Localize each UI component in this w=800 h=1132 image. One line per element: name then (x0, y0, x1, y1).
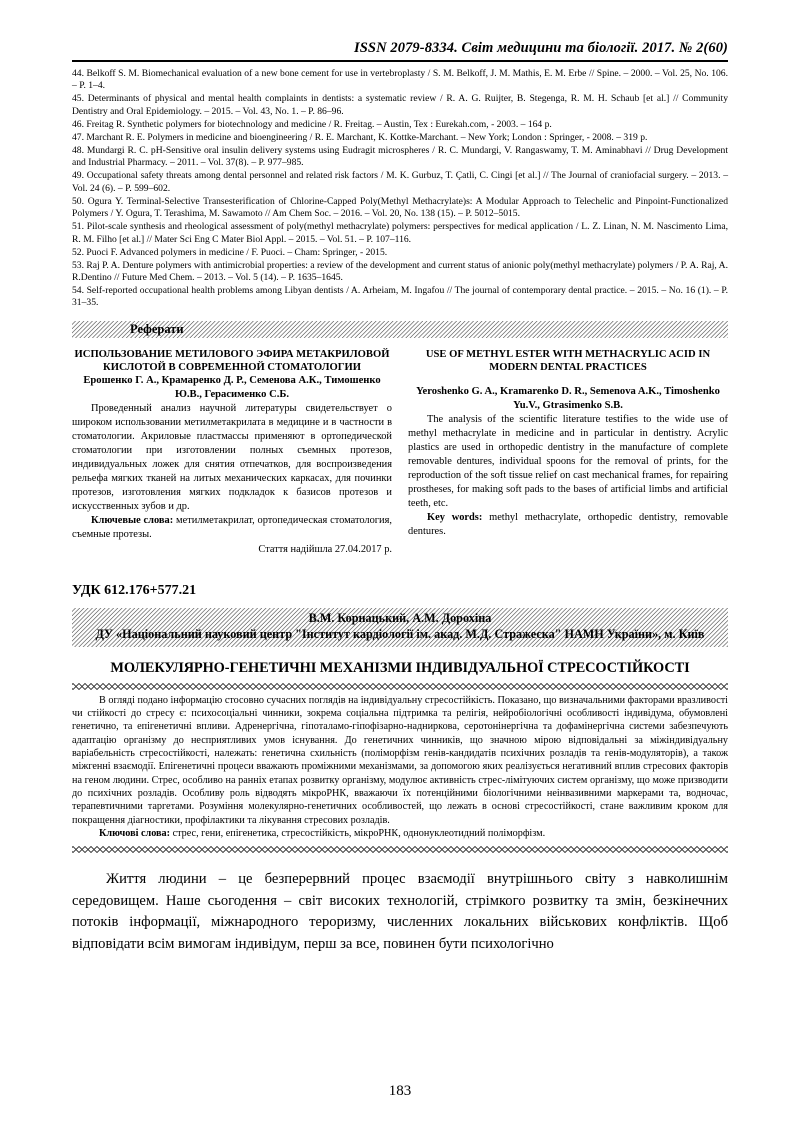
reference-item: 54. Self-reported occupational health problems among Libyan dentists / A. Arheiam, M. Ingafou // The journal of contemporary dental practice. – 2015. – No. 16 (1). – P. 31–35. (72, 284, 728, 309)
abstract-en-body-text: The analysis of the scientific literature testifies to the wide use of methyl methacrylate in medicine and in particular in dentistry. Acrylic plastics are used in orthopedic dentistry in the manufacture of complete removable dentures, individual spoons for the removal of prints, for the reproduction of the soft tissue relief on cast mechanical frames, for repairing prostheses, for making soft pads to the bases of artificial limbs and artificial teeth, etc. (408, 414, 728, 510)
abstract-en-title: USE OF METHYL ESTER WITH METHACRYLIC ACID IN MODERN DENTAL PRACTICES (425, 348, 711, 374)
abstracts-columns (72, 348, 728, 557)
reference-item: 52. Puoci F. Advanced polymers in medicine / F. Puoci. – Cham: Springer, - 2015. (72, 246, 388, 258)
abstract-ru-keywords-label: Ключевые слова: (91, 514, 174, 526)
reference-item: 49. Occupational safety threats among dental personnel and related risk factors / M. K. Gurbuz, T. Çatli, C. Cingi [et al.] // The Journal of craniofacial surgery. – 2013. – Vol. 24 (6). – P. 599–602. (72, 170, 728, 194)
abstract-ru-title: ИСПОЛЬЗОВАНИЕ МЕТИЛОВОГО ЭФИРА МЕТАКРИЛОВОЙ КИСЛОТОЙ В СОВРЕМЕННОЙ СТОМАТОЛОГИИ (74, 348, 390, 374)
abstract-ru-body-text: Проведенный анализ научной литературы свидетельствует о широком использовании метилметакрилата в медицине и в частности в стоматологии. Акриловые пластмассы применяют в ортопедической стоматологии при изготовлении полных съемных протезов, индивидуальных ложек для снятия отпечатков, для воспроизведения рельефа мягких тканей на литых механических каркасах, для починки протезов, изготовления мягких подкладок к базисов протезов и искусственных зубов и др. (72, 403, 392, 513)
reference-item: 44. Belkoff S. M. Biomechanical evaluation of a new bone cement for use in vertebroplasty / S. M. Belkoff, J. M. Mathis, E. M. Erbe // Spine. – 2000. – Vol. 25, No. 106. – P. 1–4. (72, 68, 728, 92)
article-keywords-label: Ключові слова: (99, 828, 171, 840)
reference-item: 53. Raj P. A. Denture polymers with antimicrobial properties: a review of the development and current status of anionic poly(methyl methacrylate) polymers / P. A. Raj, A. R.Dentino // Future Med Chem. – 2013. – Vol. 5 (14). – P. 1635–1645. (72, 259, 728, 283)
page-content (72, 40, 728, 955)
abstracts-section-banner-label: Реферати (130, 321, 184, 336)
abstract-ru-keywords (72, 514, 392, 542)
reference-item: 51. Pilot-scale synthesis and rheological assessment of poly(methyl methacrylate) polymers: perspectives for medical application / L. Z. Linan, N. M. Nascimento Lima, R. M. Filho [et al.] // Mater Sci Eng C Mater Biol Appl. – 2015. – Vol. 51. – P. 107–116. (72, 221, 728, 245)
article-author-banner (72, 608, 728, 647)
article-authors: В.М. Корнацький, А.М. Дорохіна (308, 610, 492, 625)
abstract-en-keywords-value: methyl methacrylate, orthopedic dentistry, removable dentures. (408, 512, 728, 537)
article-keywords-value: стрес, гени, епігенетика, стресостійкість, мікроРНК, однонуклеотидний поліморфізм. (172, 828, 546, 840)
udc-code: УДК 612.176+577.21 (72, 582, 197, 598)
zigzag-divider-bottom (72, 846, 728, 853)
abstract-en-keywords (408, 511, 728, 539)
reference-item: 45. Determinants of physical and mental health complaints in dentists: a systematic review / R. A. G. Ruijter, B. Stegenga, R. M. H. Schaub [et al.] // Community Dentistry and Oral Epidemiology. – 2015. – Vol. 43, No. 1. – P. 86–96. (72, 93, 728, 117)
article-body (72, 869, 728, 955)
abstract-ru-keywords-value: метилметакрилат, ортопедическая стоматология, съемные протезы. (72, 514, 392, 540)
abstract-english (408, 348, 728, 557)
abstract-en-authors: Yeroshenko G. A., Kramarenko D. R., Semenova A.K., Timoshenko Yu.V., Gtrasimenko S.B. (416, 386, 720, 411)
reference-list (72, 68, 728, 310)
running-head: ISSN 2079-8334. Світ медицини та біології. 2017. № 2(60) (354, 40, 728, 56)
article-title: МОЛЕКУЛЯРНО-ГЕНЕТИЧНІ МЕХАНІЗМИ ІНДИВІДУАЛЬНОЇ СТРЕСОСТІЙКОСТІ (110, 659, 690, 676)
article-annotation (72, 694, 728, 841)
reference-item: 46. Freitag R. Synthetic polymers for biotechnology and medicine / R. Freitag. – Austin, Tex : Eurekah.com, - 2003. – 164 p. (72, 118, 552, 130)
abstract-ru-body (72, 402, 392, 514)
abstract-ru-authors: Ерошенко Г. А., Крамаренко Д. Р., Семенова А.К., Тимошенко Ю.В., Герасименко С.Б. (83, 375, 381, 400)
abstract-russian (72, 348, 392, 557)
abstracts-section-banner (72, 321, 728, 338)
abstract-en-body (408, 413, 728, 511)
reference-item: 47. Marchant R. E. Polymers in medicine and bioengineering / R. E. Marchant, K. Kottke-Marchant. – New York; London : Springer, - 2008. – 319 p. (72, 131, 648, 143)
article-affiliation: ДУ «Національний науковий центр "Інститут кардіології ім. акад. М.Д. Стражеска" НАМН України», м. Київ (95, 626, 705, 641)
abstract-received-date: Стаття надійшла 27.04.2017 р. (258, 543, 392, 555)
reference-item: 50. Ogura Y. Terminal-Selective Transesterification of Chlorine-Capped Poly(Methyl Methacrylate)s: A Modular Approach to Telechelic and Pinpoint-Functionalized Polymers / Y. Ogura, T. Terashima, M. Sawamoto // Am Chem Soc. – 2016. – Vol. 20, No. 138 (15). – P. 5012–5015. (72, 195, 728, 220)
zigzag-divider-top (72, 683, 728, 690)
page-number: 183 (388, 1083, 412, 1099)
article-keywords (72, 827, 728, 840)
abstract-en-keywords-label: Key words: (427, 512, 483, 524)
reference-item: 48. Mundargi R. C. pH-Sensitive oral insulin delivery systems using Eudragit microspheres / R. C. Mundargi, V. Rangaswamy, T. M. Aminabhavi // Drug Development and Industrial Pharmacy. – 2011. – Vol. 37(8). – P. 977–985. (72, 144, 728, 169)
article-body-paragraph: Життя людини – це безперервний процес взаємодії внутрішнього світу з навколишнім середовищем. Наше сьогодення – світ високих технологій, стрімкого розвитку та змін, безкінечних потоків інформації, міжнародного тероризму, численних локальних військових конфліктів. Щоб відповідати всім вимогам індивідум, перш за все, повинен бути психологічно (72, 871, 728, 952)
article-annotation-text: В огляді подано інформацію стосовно сучасних поглядів на індивідуальну стресостійкість. Показано, що визначальними факторами вразливості чи стійкості до стресу є: психосоціальні чинники, зокрема соціальна підтримка та релігія, нейробіологічні особливості індивідума, обумовлені генетично, та епігенетичні впливи. Адренергічна, гіпоталамо-гіпофізарно-надниркова, серотонінергічна та дофамінергічна системи забезпечують адаптацію організму до несприятливих умов існування. До генетичних чинників, що значною мірою відповідальні за міжіндивідуальну варіабельність стресостійкості, належать: генетична схильність (поліморфізм генів-кандидатів психічних розладів та генів-модуляторів), а також міжгенні взаємодії. Епігенетичні процеси вважають проміжними механізмами, за допомогою яких реалізується негативний вплив стресових факторів на геном людини. Стрес, особливо на ранніх етапах розвитку організму, модулює активність стрес-лімітуючих систем організму, що може призводити до психічних розладів. Особливу роль відводять мікроРНК, вважаючи їх потенційними біологічними неінвазивними маркерами та, водночас, терапевтичними таргетами. Розуміння молекулярно-генетичних особливостей, що лежать в основі стресостійкості, стане важливим кроком для покращення діагностики, профілактики та лікування стресових розладів. (72, 694, 728, 826)
running-head-rule (72, 60, 728, 62)
